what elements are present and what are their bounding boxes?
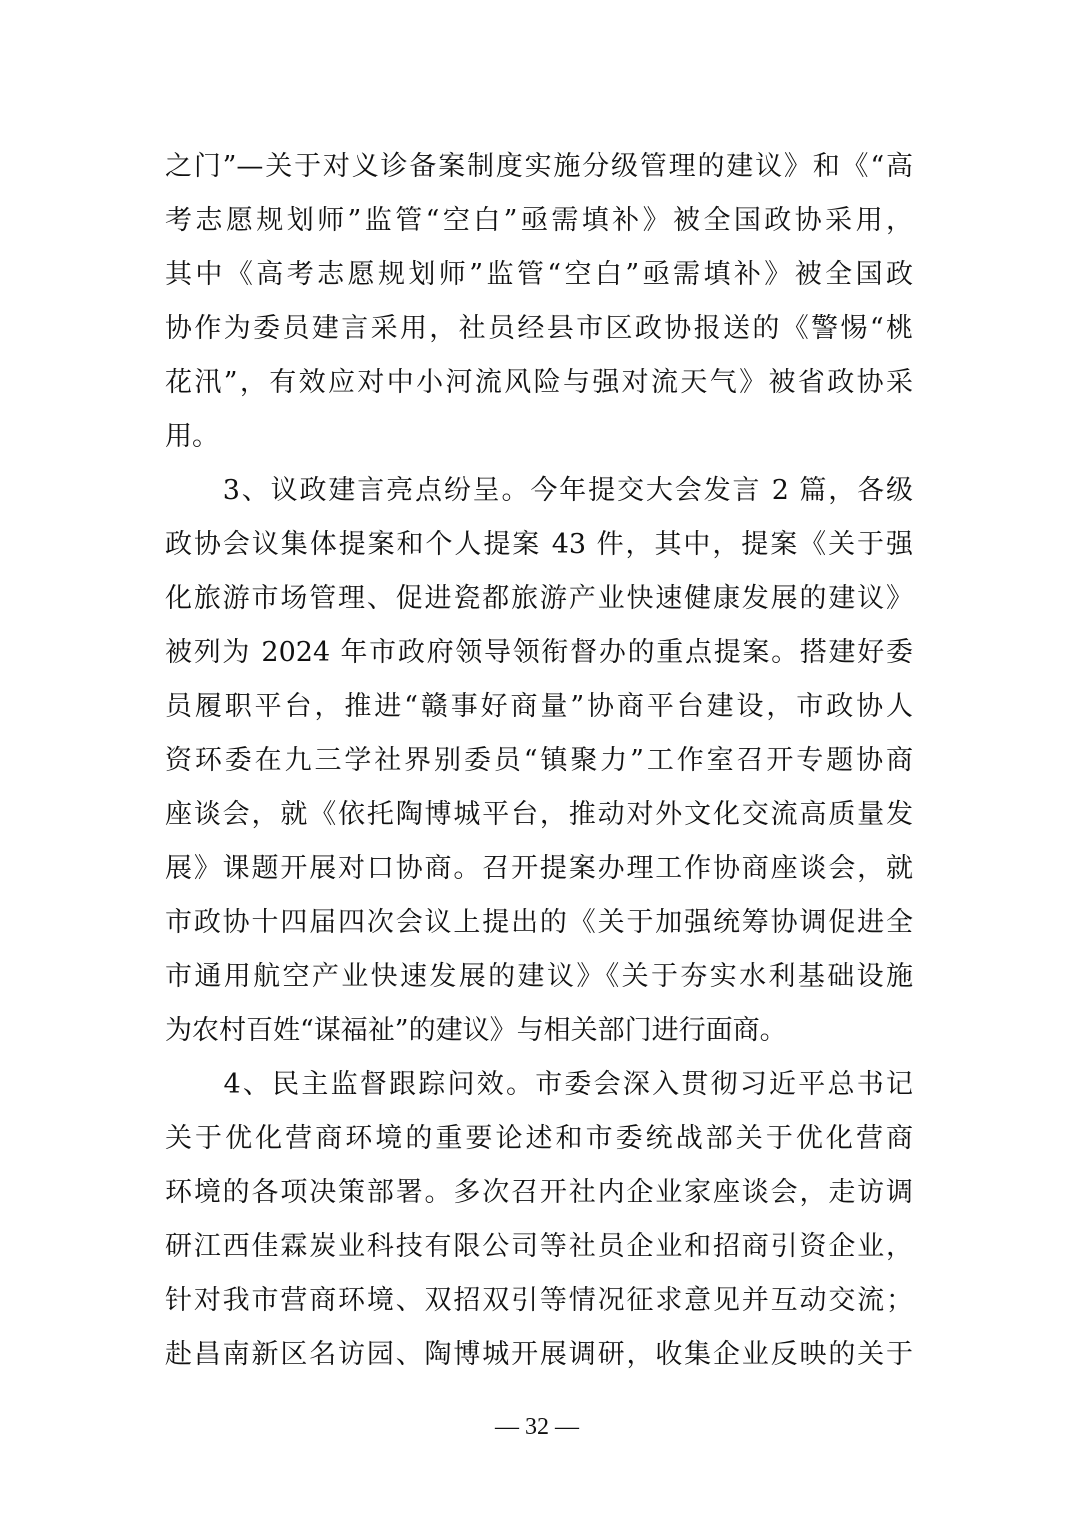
text-line: 花汛”，有效应对中小河流风险与强对流天气》被省政协采 [165,367,913,398]
text-line: 协作为委员建言采用，社员经县市区政协报送的《警惕“桃 [165,313,913,344]
text-line: 关于优化营商环境的重要论述和市委统战部关于优化营商 [165,1123,913,1154]
body-text [165,140,913,1382]
text-line: 为农村百姓“谋福祉”的建议》与相关部门进行面商。 [165,1015,787,1046]
text-line: 针对我市营商环境、双招双引等情况征求意见并互动交流； [165,1285,913,1316]
text-line: 用。 [165,421,219,452]
text-line: 座谈会，就《依托陶博城平台，推动对外文化交流高质量发 [165,799,913,830]
text-line: 研江西佳霖炭业科技有限公司等社员企业和招商引资企业， [165,1231,913,1262]
text-line: 化旅游市场管理、促进瓷都旅游产业快速健康发展的建议》 [165,583,913,614]
text-line: 之门”—关于对义诊备案制度实施分级管理的建议》和《“高 [165,151,913,182]
text-line: 环境的各项决策部署。多次召开社内企业家座谈会，走访调 [165,1177,913,1208]
text-line: 考志愿规划师”监管“空白”亟需填补》被全国政协采用， [165,205,913,236]
text-line: 3、议政建言亮点纷呈。今年提交大会发言 2 篇，各级 [165,475,913,506]
text-line: 4、民主监督跟踪问效。市委会深入贯彻习近平总书记 [165,1069,913,1100]
page-number: — 32 — [495,1414,579,1440]
text-line: 员履职平台，推进“赣事好商量”协商平台建设，市政协人 [165,691,913,722]
text-line: 展》课题开展对口协商。召开提案办理工作协商座谈会，就 [165,853,913,884]
text-line: 资环委在九三学社界别委员“镇聚力”工作室召开专题协商 [165,745,913,776]
text-line: 政协会议集体提案和个人提案 43 件，其中，提案《关于强 [165,529,913,560]
text-line: 赴昌南新区名访园、陶博城开展调研，收集企业反映的关于 [165,1339,913,1370]
text-line: 其中《高考志愿规划师”监管“空白”亟需填补》被全国政 [165,259,913,290]
text-line: 市政协十四届四次会议上提出的《关于加强统筹协调促进全 [165,907,913,938]
text-line: 被列为 2024 年市政府领导领衔督办的重点提案。搭建好委 [165,637,913,668]
text-line: 市通用航空产业快速发展的建议》《关于夯实水利基础设施 [165,961,913,992]
